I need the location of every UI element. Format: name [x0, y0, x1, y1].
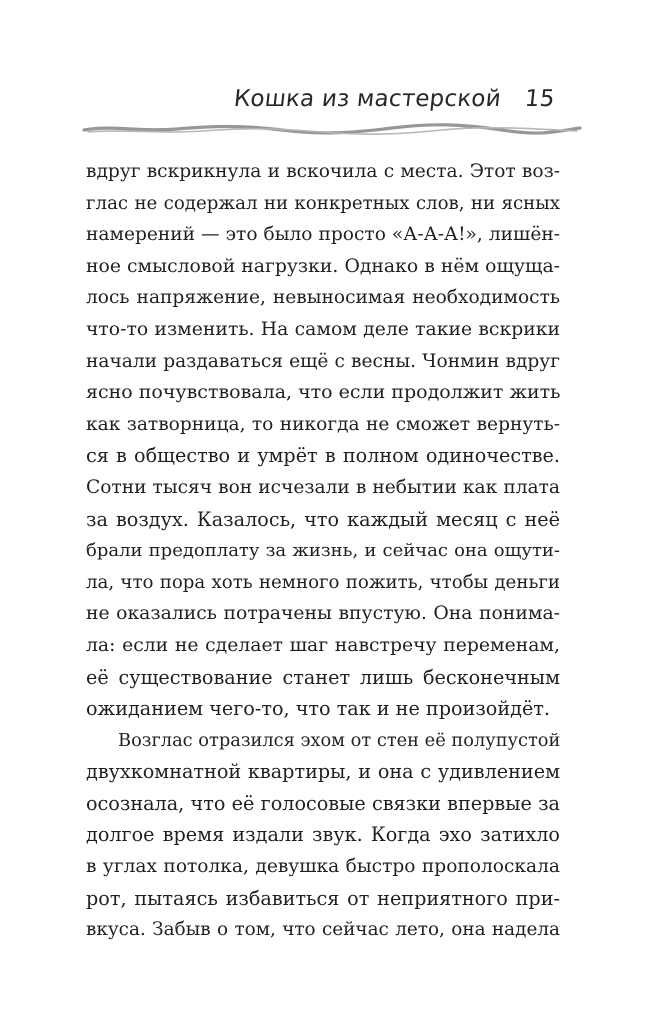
text-line: за воздух. Казалось, что каждый месяц с неё [86, 507, 560, 531]
decorative-wavy-rule [82, 122, 582, 136]
text-line: в углах потолка, девушка быстро прополоскала [86, 856, 560, 878]
text-line: осознала, что её голосовые связки впервые за [86, 791, 560, 815]
text-line: брали предоплату за жизнь, и сейчас она ощути- [86, 540, 560, 562]
text-line: ла: если не сделает шаг навстречу переменам, [86, 634, 560, 656]
text-line: Сотни тысяч вон исчезали в небытии как плата [86, 476, 560, 498]
body-text [86, 156, 560, 946]
paragraph-end-line: ожиданием чего-то, что так и не произойдёт. [86, 697, 551, 721]
text-line: её существование станет лишь бесконечным [86, 665, 560, 689]
page-number: 15 [523, 86, 557, 112]
text-line: ла, что пора хоть немного пожить, чтобы деньги [86, 571, 560, 593]
text-line: вкуса. Забыв о том, что сейчас лето, она надела [86, 919, 560, 941]
text-line: ясно почувствовала, что если продолжит жить [86, 381, 561, 404]
text-line: что-то изменить. На самом деле такие вскрики [86, 318, 560, 340]
text-line: как затворница, то никогда не сможет вернуть- [86, 413, 560, 435]
text-line: намерений — это было просто «А-А-А!», лишён- [86, 224, 560, 246]
text-line: долгое время издали звук. Когда эхо затихло [86, 823, 560, 847]
running-head [233, 86, 556, 112]
paragraph-first-line: Возглас отразился эхом от стен её полупустой [118, 729, 561, 751]
text-line: ся в общество и умрёт в полном одиночестве. [86, 444, 560, 468]
text-line: вдруг вскрикнула и вскочила с места. Этот воз- [86, 161, 560, 182]
text-line: начали раздаваться ещё с весны. Чонмин вдруг [86, 350, 560, 372]
running-head-title: Кошка из мастерской [233, 86, 503, 112]
text-line: глас не содержал ни конкретных слов, ни ясных [86, 192, 560, 214]
text-line: не оказались потрачены впустую. Она понима- [86, 603, 560, 625]
text-line: двухкомнатной квартиры, и она с удивлением [86, 760, 560, 784]
text-line: лось напряжение, невыносимая необходимость [86, 287, 560, 309]
text-line: рот, пытаясь избавиться от неприятного при- [86, 886, 560, 910]
text-line: ное смысловой нагрузки. Однако в нём ощуща- [86, 255, 560, 277]
